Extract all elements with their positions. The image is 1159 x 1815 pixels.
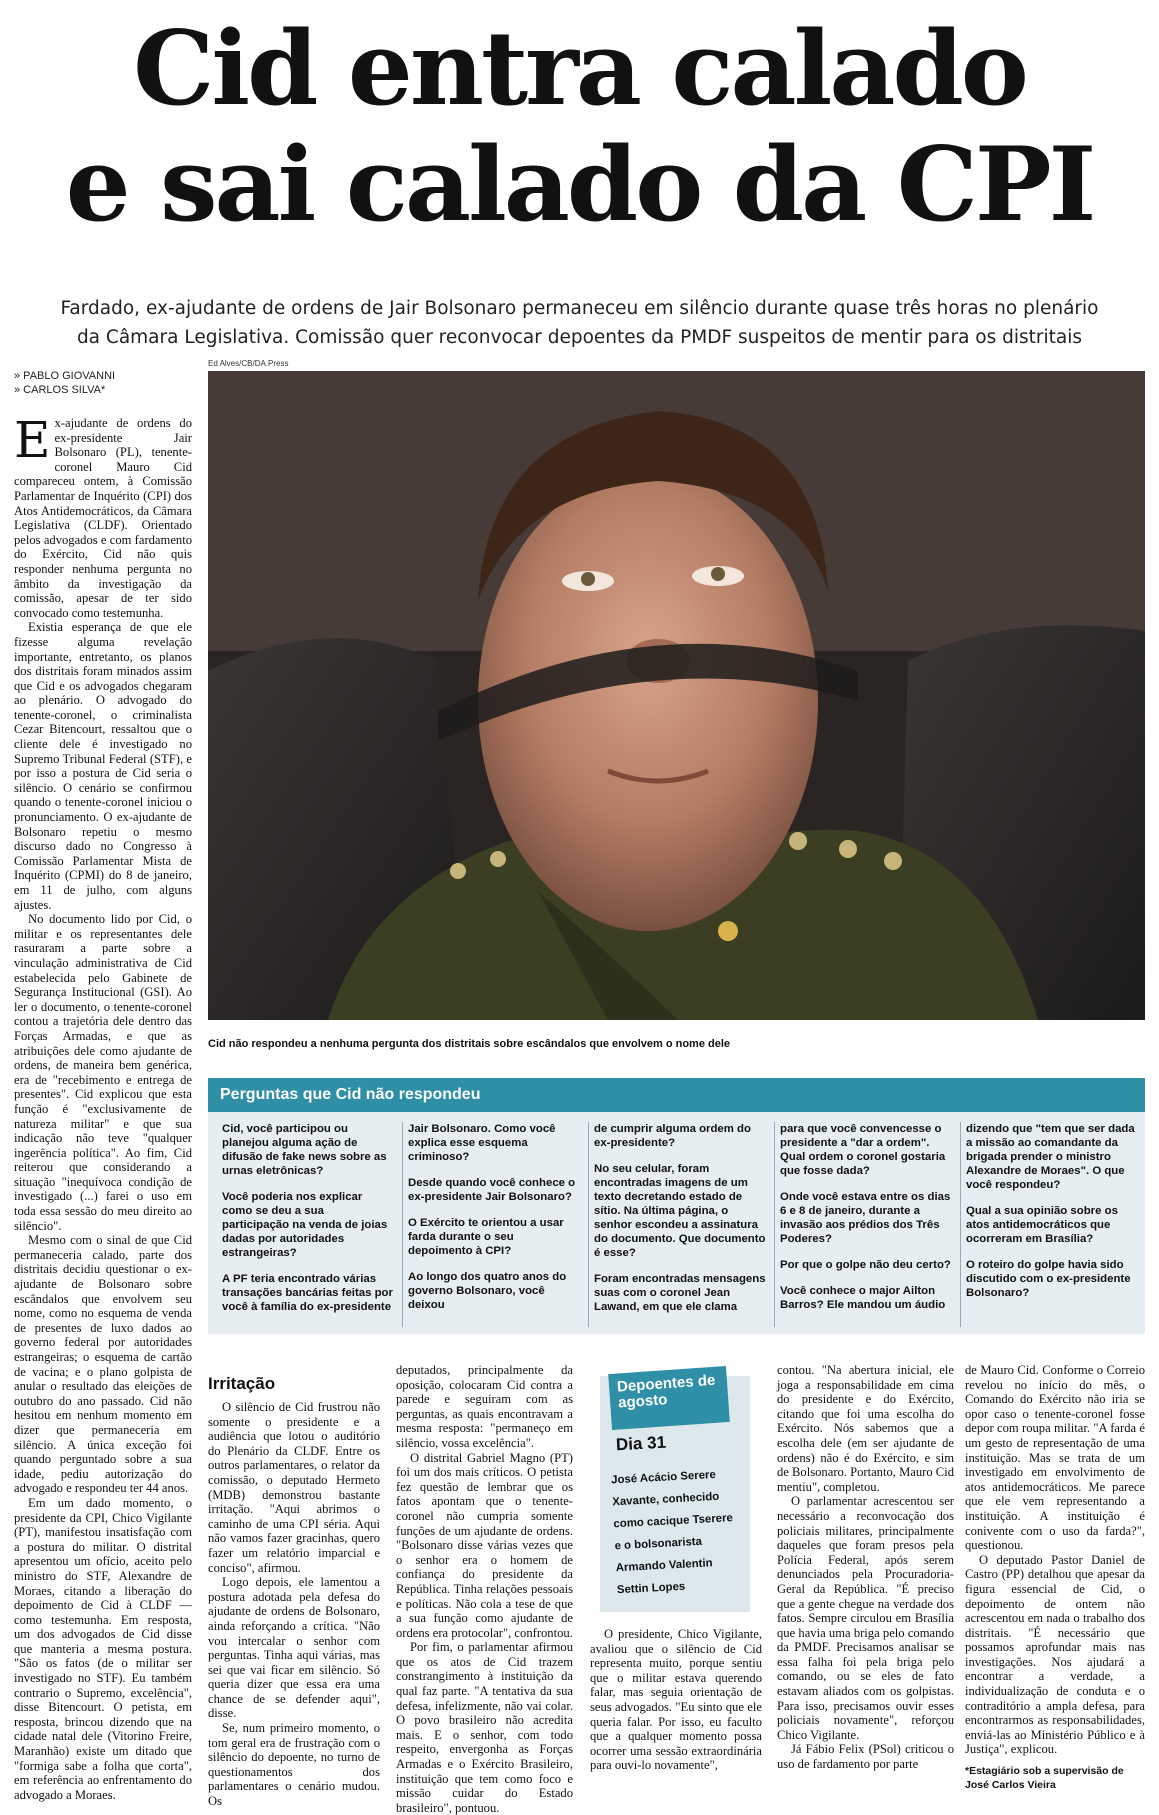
sidebar-title: Depoentes de agosto [608, 1366, 730, 1430]
paragraph: O silêncio de Cid frustrou não somente o presidente e a audiência que lotou o auditório do Plenário da CLDF. Entre os outros parlamentares, o relator da comissão, o deputado Hermeto (MDB) demonstrou bastante irritação. "Aqui abrimos o caminho de uma CPI séria. Aqui não vamos fazer gracinhas, quero fazer um relatório imparcial e conciso", afirmou. [208, 1400, 380, 1575]
column-divider [960, 1122, 961, 1327]
article-column-3 [396, 1363, 573, 1815]
paragraph: O distrital Gabriel Magno (PT) foi um dos mais críticos. O petista fez questão de lembrar que os fatos apontam que o tenente-coronel não cumpria somente funções de um ajudante de ordens. "Bolsonaro disse várias vezes que o senhor era o homem de confiança do presidente da República. Tinha relações pessoais e políticas. Não cola a tese de que a sua função como ajudante de ordens era protocolar", confrontou. [396, 1450, 573, 1640]
question: A PF teria encontrado várias transações bancárias feitas por você à família do ex-presidente [222, 1273, 393, 1313]
dek [40, 294, 1119, 352]
sidebar-names [611, 1463, 746, 1602]
question: Onde você estava entre os dias 6 e 8 de janeiro, durante a invasão aos prédios dos Três Poderes? [780, 1191, 951, 1245]
question: Desde quando você conhece o ex-presidente Jair Bolsonaro? [408, 1177, 576, 1203]
sidebar-day: Dia 31 [615, 1432, 667, 1455]
question: No seu celular, foram encontradas imagens de um texto decretando estado de sítio. Na última página, o senhor escondeu a assinatura do documento. Que documento é esse? [594, 1163, 766, 1259]
paragraph: O presidente, Chico Vigilante, avaliou que o silêncio de Cid representa muito, porque sentiu que o militar estava querendo falar, mas seguia orientação de seus advogados. "Eu sinto que ele queria falar. Por isso, eu faculto que a qualquer momento possa ocorrer uma sessão extraordinária para ouvi-lo novamente", [590, 1627, 762, 1773]
column-divider [588, 1122, 589, 1327]
column-divider [402, 1122, 403, 1327]
paragraph: de Mauro Cid. Conforme o Correio revelou no início do mês, o Comando do Exército não iria se opor caso o tenente-coronel fosse depor com roupa militar. "A farda é um gesto de representação de uma instituição. Mas se trata de um investigado em envolvimento de atos antidemocráticos. Me parece que ele vem representando a instituição. A instituição é conivente com o uso da farda?", questionou. [965, 1363, 1145, 1553]
paragraph: deputados, principalmente da oposição, colocaram Cid contra a parede e seguiram com as perguntas, as quais encontravam a mesma resposta: "permaneço em silêncio, vossa excelência". [396, 1363, 573, 1450]
sidebar-line: como cacique Tserere [613, 1512, 734, 1531]
photo-caption: Cid não respondeu a nenhuma pergunta dos distritais sobre escândalos que envolvem o nome dele [208, 1038, 731, 1050]
question: Jair Bolsonaro. Como você explica esse esquema criminoso? [408, 1123, 556, 1163]
sidebar-line: José Acácio Serere [610, 1468, 717, 1487]
question: para que você convencesse o presidente a "dar a ordem". Qual ordem o coronel gostaria que fosse dada? [780, 1123, 946, 1177]
paragraph: O parlamentar acrescentou ser necessário a reconvocação dos policiais militares, principalmente daqueles que foram presos pela Polícia Federal, após serem denunciados pela Procuradoria-Geral da República. "É preciso que a gente chegue na verdade dos fatos. Sempre circulou em Brasília que havia uma briga pelo comando da PMDF. Precisamos analisar se essa falha foi pela briga pelo comando, ou se eles de fato estavam aliados com os golpistas. Para isso, precisamos ouvir esses policiais novamente", reforçou Chico Vigilante. [777, 1494, 954, 1742]
sidebar-line: e o bolsonarista [614, 1535, 703, 1553]
paragraph: Por fim, o parlamentar afirmou que os atos de Cid trazem constrangimento à instituição da qual faz parte. "A tentativa da sua defesa, infelizmente, não vai colar. O povo brasileiro não acredita mais. E o senhor, com todo respeito, envergonha as Forças Armadas e o Exército Brasileiro, instituição que tem como foco e missão cuidar do Estado brasileiro", pontuou. [396, 1640, 573, 1815]
dek-line-1: Fardado, ex-ajudante de ordens de Jair Bolsonaro permaneceu em silêncio durante quase três horas no plenário [60, 298, 1099, 319]
article-column-6 [965, 1363, 1145, 1799]
questions-column-5 [966, 1122, 1138, 1327]
questions-column-2 [408, 1122, 580, 1327]
paragraph: Mesmo com o sinal de que Cid permaneceria calado, parte dos distritais decidiu questionar o ex-ajudante de Bolsonaro sobre escândalos que envolvem seu nome, como no esquema de venda de presentes de luxo dados ao governo federal por autoridades estrangeiras; o esquema de cartão de vacina; e o plano golpista de anular o resultado das eleições de outubro do ano passado. Cid não hesitou em nenhum momento em dizer que permaneceria em silêncio. A única exceção foi quando perguntado sobre a sua idade, pediu autorização do advogado e respondeu ter 44 anos. [14, 1233, 192, 1496]
officer-portrait-illustration [208, 371, 1145, 1020]
subhead: Irritação [208, 1374, 276, 1393]
headline-line-1: Cid entra calado [133, 9, 1026, 129]
sidebar-line: Settin Lopes [616, 1580, 686, 1597]
paragraph: No documento lido por Cid, o militar e os representantes dele rasuraram a parte sobre a vinculação administrativa de Cid estabelecida pelo Gabinete de Segurança Institucional (GSI). Ao ler o documento, o tenente-coronel contou a trajetória dele dentro das Forças Armadas, e que as atribuições dele como ajudante de ordens, de maneira bem genérica, era de "recebimento e entrega de presentes". Cid explicou que esta função é "exclusivamente de natureza militar" e que sua indicação não teve "qualquer ingerência política". Ao fim, Cid reiterou que considerando a situação "inequívoca condição de investigado (...) farei o uso em toda essa sessão do meu direito ao silêncio". [14, 912, 192, 1233]
headline-line-2: e sai calado da CPI [65, 125, 1094, 245]
question: Qual a sua opinião sobre os atos antidemocráticos que ocorreram em Brasília? [966, 1205, 1118, 1245]
question: Você poderia nos explicar como se deu a sua participação na venda de joias dadas por autoridades estrangeiras? [222, 1191, 388, 1259]
question: O roteiro do golpe havia sido discutido com o ex-presidente Bolsonaro? [966, 1259, 1131, 1299]
photo-credit: Ed Alves/CB/DA.Press [208, 359, 289, 368]
main-photo [208, 371, 1145, 1020]
questions-column-4 [780, 1122, 952, 1327]
question: dizendo que "tem que ser dada a missão ao comandante da brigada prender o ministro Alexandre de Moraes". O que você respondeu? [966, 1123, 1135, 1191]
paragraph: Logo depois, ele lamentou a postura adotada pela defesa do ajudante de ordens de Bolsonaro, ainda reforçando a crítica. "Não vou intercalar o senhor com perguntas. Tinha aqui várias, mas sei que vai ficar em silêncio. Só queria dizer que essa era uma chance de se defender aqui", disse. [208, 1575, 380, 1721]
question: Cid, você participou ou planejou alguma ação de difusão de fake news sobre as urnas eletrônicas? [222, 1123, 387, 1177]
footnote [965, 1764, 1124, 1792]
question: Você conhece o major Ailton Barros? Ele mandou um áudio [780, 1285, 946, 1311]
paragraph: Existia esperança de que ele fizesse alguma revelação importante, entretanto, os planos dos distritais foram minados assim que Cid e os advogados chegaram ao plenário. O advogado do tenente-coronel, o criminalista Cezar Bitencourt, ressaltou que o cliente dele é investigado no Supremo Tribunal Federal (STF), e por isso a postura de Cid seria o silêncio. O cenário se confirmou quando o tenente-coronel iniciou o pronunciamento. O ex-ajudante de Bolsonaro repetiu o mesmo discurso dado no Congresso à Comissão Parlamentar Mista de Inquérito (CPMI) do 8 de janeiro, em 11 de julho, com alguns ajustes. [14, 620, 192, 912]
column-divider [774, 1122, 775, 1327]
paragraph: O deputado Pastor Daniel de Castro (PP) detalhou que apesar da figura essencial de Cid, o depoimento de ontem não acrescentou em nada o trabalho dos distritais. "É necessário que possamos aprofundar mais nas investigações. Nos ajudará a encontrar a verdade, a individualização de conduta e o contraditório a ampla defesa, para encontrarmos as responsabilidades, enviá-las ao Ministério Público e à Justiça", explicou. [965, 1552, 1145, 1757]
byline: » PABLO GIOVANNI [14, 370, 116, 382]
paragraph: contou. "Na abertura inicial, ele joga a responsabilidade em cima do presidente e do Exército, citando que foi uma escolha do Exército. Nós sabemos que a escolha dele (em ser ajudante de ordens) não é do Exército, e sim de Bolsonaro. Portanto, Mauro Cid mentiu", completou. [777, 1363, 954, 1494]
question: Por que o golpe não deu certo? [780, 1259, 951, 1271]
question: O Exército te orientou a usar farda durante o seu depoimento à CPI? [408, 1217, 564, 1257]
paragraph: Ex-ajudante de ordens do ex-presidente Jair Bolsonaro (PL), tenente-coronel Mauro Cid compareceu ontem, à Comissão Parlamentar de Inquérito (CPI) dos Atos Antidemocráticos, da Câmara Legislativa (CLDF). Orientado pelos advogados e com fardamento do Exército, Cid não quis responder nenhuma pergunta no âmbito da investigação da comissão, apesar de ter sido convocado como testemunha. [14, 411, 192, 620]
paragraph: Já Fábio Felix (PSol) criticou o uso de fardamento por parte [777, 1742, 954, 1772]
questions-box-title: Perguntas que Cid não respondeu [208, 1078, 1145, 1112]
question: de cumprir alguma ordem do ex-presidente? [594, 1123, 751, 1149]
footnote-line: José Carlos Vieira [965, 1779, 1056, 1791]
question: Foram encontradas mensagens suas com o coronel Jean Lawand, em que ele clama [594, 1273, 766, 1313]
paragraph: Se, num primeiro momento, o tom geral era de frustração com o silêncio do depoente, no turno de questionamentos dos parlamentares o cenário mudou. Os [208, 1721, 380, 1809]
article-column-2 [208, 1400, 380, 1809]
questions-column-1 [222, 1122, 394, 1327]
questions-column-3 [594, 1122, 766, 1327]
sidebar-line: Armando Valentin [615, 1557, 713, 1575]
bylines [14, 369, 115, 397]
question: Ao longo dos quatro anos do governo Bolsonaro, você deixou [408, 1271, 567, 1311]
paragraph: Em um dado momento, o presidente da CPI, Chico Vigilante (PT), manifestou insatisfação com a postura do militar. O distrital apresentou um ofício, aceito pelo ministro do STF, Alexandre de Moraes, citando a liberação do depoimento de Cid à CLDF — como testemunha. Em resposta, um dos advogados de Cid disse que manteria a mesma postura. "São os fatos (de o militar ser investigado no STF). Eu também contrario o Supremo, excelência", disse Bitencourt. O petista, em resposta, brincou dizendo que na cidade natal dele (Vitorino Freire, Maranhão) existe um ditado que "formiga sabe a folha que corta", em referência ao enfrentamento do advogado a Moraes. [14, 1495, 192, 1802]
article-column-1 [14, 411, 192, 1802]
article-column-5 [777, 1363, 954, 1799]
drop-cap: E [14, 411, 51, 469]
questions-box [208, 1078, 1145, 1334]
footnote-line: *Estagiário sob a supervisão de [965, 1765, 1124, 1777]
sidebar-line: Xavante, conhecido [612, 1490, 720, 1509]
byline: » CARLOS SILVA* [14, 384, 106, 396]
depoentes-sidebar [600, 1371, 750, 1612]
dek-line-2: da Câmara Legislativa. Comissão quer reconvocar depoentes da PMDF suspeitos de mentir para os distritais [76, 327, 1083, 348]
article-column-4 [590, 1627, 762, 1799]
